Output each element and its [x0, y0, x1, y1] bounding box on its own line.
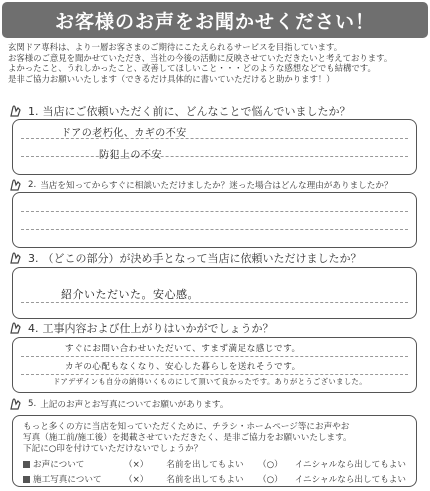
question-number: 5. — [28, 399, 37, 409]
question-number: 3. — [28, 251, 39, 265]
question-1 — [8, 103, 351, 119]
consent-option-name: 名前を出してもよい — [166, 460, 244, 470]
consent-box — [12, 415, 417, 487]
question-number: 1. — [28, 104, 39, 118]
question-text: 工事内容および仕上がりはいかがでしょうか？ — [42, 322, 274, 335]
consent-line: 写真（施工前/施工後）を掲載させていただきたく、是非ご協力をお願いいたします。 — [23, 433, 352, 443]
consent-mark-name[interactable]: （×） — [124, 460, 149, 470]
consent-row-photo — [23, 473, 406, 485]
intro-text — [8, 42, 426, 84]
handwritten-answer: 防犯上の不安 — [99, 150, 162, 161]
ruled-line — [21, 356, 408, 357]
consent-mark-initial[interactable]: （○） — [258, 475, 283, 485]
ruled-line — [21, 156, 408, 157]
question-4 — [8, 320, 274, 336]
question-3 — [8, 250, 362, 266]
answer-box-3 — [12, 267, 417, 319]
consent-line: 下記に○印を付けていただけないでしょうか？ — [23, 444, 203, 454]
pencil-hand-icon — [8, 103, 24, 119]
answer-box-1 — [12, 119, 417, 175]
ruled-line — [21, 211, 408, 212]
intro-line: 是非ご協力お願いいたします（できるだけ具体的に書いていただけると助かります！） — [8, 73, 335, 84]
consent-option-initial: イニシャルなら出してもよい — [294, 475, 406, 485]
handwritten-answer: ドアデザインも自分の納得いくものにして頂いて良かったです。ありがとうございました。 — [53, 377, 367, 386]
question-number: 4. — [28, 321, 39, 335]
question-text: （どこの部分）が決め手となって当店に依頼いただけましたか？ — [42, 252, 362, 265]
consent-row-voice — [23, 458, 406, 470]
consent-row-label: 施工写真について — [33, 475, 102, 485]
consent-row-label-wrap — [23, 473, 124, 485]
handwritten-answer: カギの心配もなくなり、安心した暮らしを送れそうです。 — [65, 362, 301, 372]
question-text: 上記のお声とお写真についてお願いがあります。 — [40, 400, 229, 410]
question-5 — [8, 396, 228, 412]
square-bullet-icon — [23, 461, 30, 468]
question-2 — [8, 177, 393, 193]
consent-mark-name[interactable]: （×） — [124, 475, 149, 485]
ruled-line — [21, 374, 408, 375]
pencil-hand-icon — [8, 320, 24, 336]
consent-option-name: 名前を出してもよい — [166, 475, 244, 485]
pencil-hand-icon — [8, 177, 24, 193]
question-text: 当店を知ってからすぐに相談いただけましたか？迷った場合はどんな理由がありましたか？ — [40, 181, 393, 191]
consent-row-label: お声について — [33, 460, 85, 470]
consent-row-label-wrap — [23, 458, 124, 470]
intro-line: 玄関ドア専科は、より一層お客さまのご期待にこたえられるサービスを目指しています。 — [8, 42, 343, 52]
ruled-line — [21, 302, 408, 303]
question-number: 2. — [28, 180, 37, 190]
handwritten-answer: すぐにお問い合わせいただいて、すまず満足な感じです。 — [65, 344, 301, 354]
consent-mark-initial[interactable]: （○） — [258, 460, 283, 470]
consent-line: もっと多くの方に当店を知っていただくために、チラシ・ホームページ等にお声やお — [23, 422, 350, 432]
handwritten-answer: 紹介いただいた。安心感。 — [61, 288, 199, 301]
answer-box-2 — [12, 192, 417, 248]
page-title: お客様のお声をお聞かせください！ — [54, 10, 375, 33]
ruled-line — [21, 229, 408, 230]
pencil-hand-icon — [8, 396, 24, 412]
question-text: 当店にご依頼いただく前に、どんなことで悩んでいましたか？ — [42, 105, 351, 118]
consent-option-initial: イニシャルなら出してもよい — [294, 460, 406, 470]
intro-line: よかったこと、うれしかったこと、改善してほしいこと・・・どのような感想などでも結構です。 — [8, 63, 376, 73]
consent-text — [23, 422, 406, 455]
intro-line: お客様のご意見を聞かせていただき、当社の今後の活動に反映させていただきたいと考えております。 — [8, 52, 393, 63]
handwritten-answer: ドアの老朽化、カギの不安 — [61, 128, 187, 139]
page-title-banner — [2, 2, 428, 38]
square-bullet-icon — [23, 476, 30, 483]
pencil-hand-icon — [8, 250, 24, 266]
answer-box-4 — [12, 337, 417, 393]
